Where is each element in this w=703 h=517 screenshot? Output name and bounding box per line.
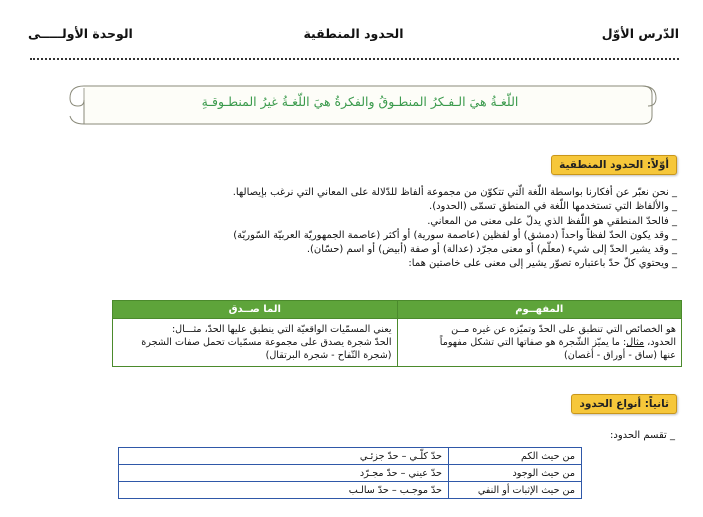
banner-quote: اللّغـةُ هيَ الـفـكرُ المنطـوقُ والفكرةُ هيَ اللّغـةُ غيرُ المنطـوقـةِ: [201, 94, 519, 109]
page-header: [28, 26, 679, 46]
text-line: _ ويحتوي كلّ حدّ باعتباره تصوّر يشير إلى معنى على خاصتين هما:: [408, 258, 677, 270]
types-cell: حدّ كلّـي – حدّ جزئـي: [119, 448, 449, 465]
masadaq-line: (شجرة التّفاح - شجرة البرتقال): [265, 350, 392, 361]
header-masadaq: الما صــدق: [113, 301, 398, 319]
section-title-second: ثانياً: أنواع الحدود: [571, 394, 677, 414]
masadaq-line: الحدّ شجرة يصدق على مجموعة مسمّيات تحمل صفات الشجرة: [141, 337, 392, 348]
section-title-first: أوّلاً: الحدود المنطقية: [551, 155, 677, 175]
cell-mafhum: [397, 319, 682, 367]
text-line: _ وقد يكون الحدّ لفظاً واحداً (دمشق) أو لفظين (عاصمة سورية) أو أكثر (عاصمة الجمهوريّة العربيّة السّوريّة): [233, 229, 677, 241]
cell-masadaq: [113, 319, 398, 367]
criterion-cell: من حيث الوجود: [449, 465, 582, 482]
criterion-cell: من حيث الكم: [449, 448, 582, 465]
term-types-table: [118, 447, 582, 499]
lesson-title: الدّرس الأوّل: [601, 26, 679, 41]
text-line: _ والألفاظ التي تستخدمها اللّغة في المنطق تسمّى (الحدود).: [429, 201, 677, 213]
criterion-cell: من حيث الإثبات أو النفي: [449, 482, 582, 499]
concept-table: [112, 300, 682, 367]
masadaq-line: يعني المسمّيات الواقعيّة التي ينطبق عليها الحدّ، مثـــال:: [171, 324, 392, 335]
mafhum-text: الحدود،: [644, 337, 676, 348]
text-line: _ نحن نعبّر عن أفكارنا بواسطة اللّغة الّتي تتكوّن من مجموعة ألفاظ للدّلالة على المعاني التي نرغب بإيصالها.: [232, 187, 677, 198]
header-divider: [30, 58, 679, 60]
unit-title: الوحدة الأولـــــى: [28, 26, 133, 41]
table-row: [119, 465, 582, 482]
mafhum-line: هو الخصائص التي تنطبق على الحدّ وتميّزه عن غيره مــن: [451, 324, 676, 335]
table-row: [119, 482, 582, 499]
definition-lines: [37, 186, 677, 272]
types-cell: حدّ عيني – حدّ مجـرّد: [119, 465, 449, 482]
header-mafhum: المفهــوم: [397, 301, 682, 319]
table-row: [119, 448, 582, 465]
example-word: مثال: [626, 337, 645, 348]
text-line: _ وقد يشير الحدّ إلى شيء (معلّم) أو معنى مجرّد (عدالة) أو صفة (أبيض) أو اسم (حسّان).: [306, 244, 677, 256]
mafhum-line: [403, 336, 677, 349]
mafhum-line: عنها (ساق - أوراق - أغصان): [563, 350, 676, 361]
types-intro: _ تقسم الحدود:: [610, 430, 675, 441]
types-cell: حدّ موجـب – حدّ سالـب: [119, 482, 449, 499]
topic-title: الحدود المنطقية: [303, 26, 404, 41]
quote-scroll-banner: [62, 80, 658, 130]
mafhum-text: : ما يميّز الشّجرة هو صفاتها التي تشكل مفهوماً: [439, 337, 627, 348]
text-line: _ فالحدّ المنطقي هو اللّفظ الذي يدلّ على معنى من المعاني.: [427, 215, 677, 227]
